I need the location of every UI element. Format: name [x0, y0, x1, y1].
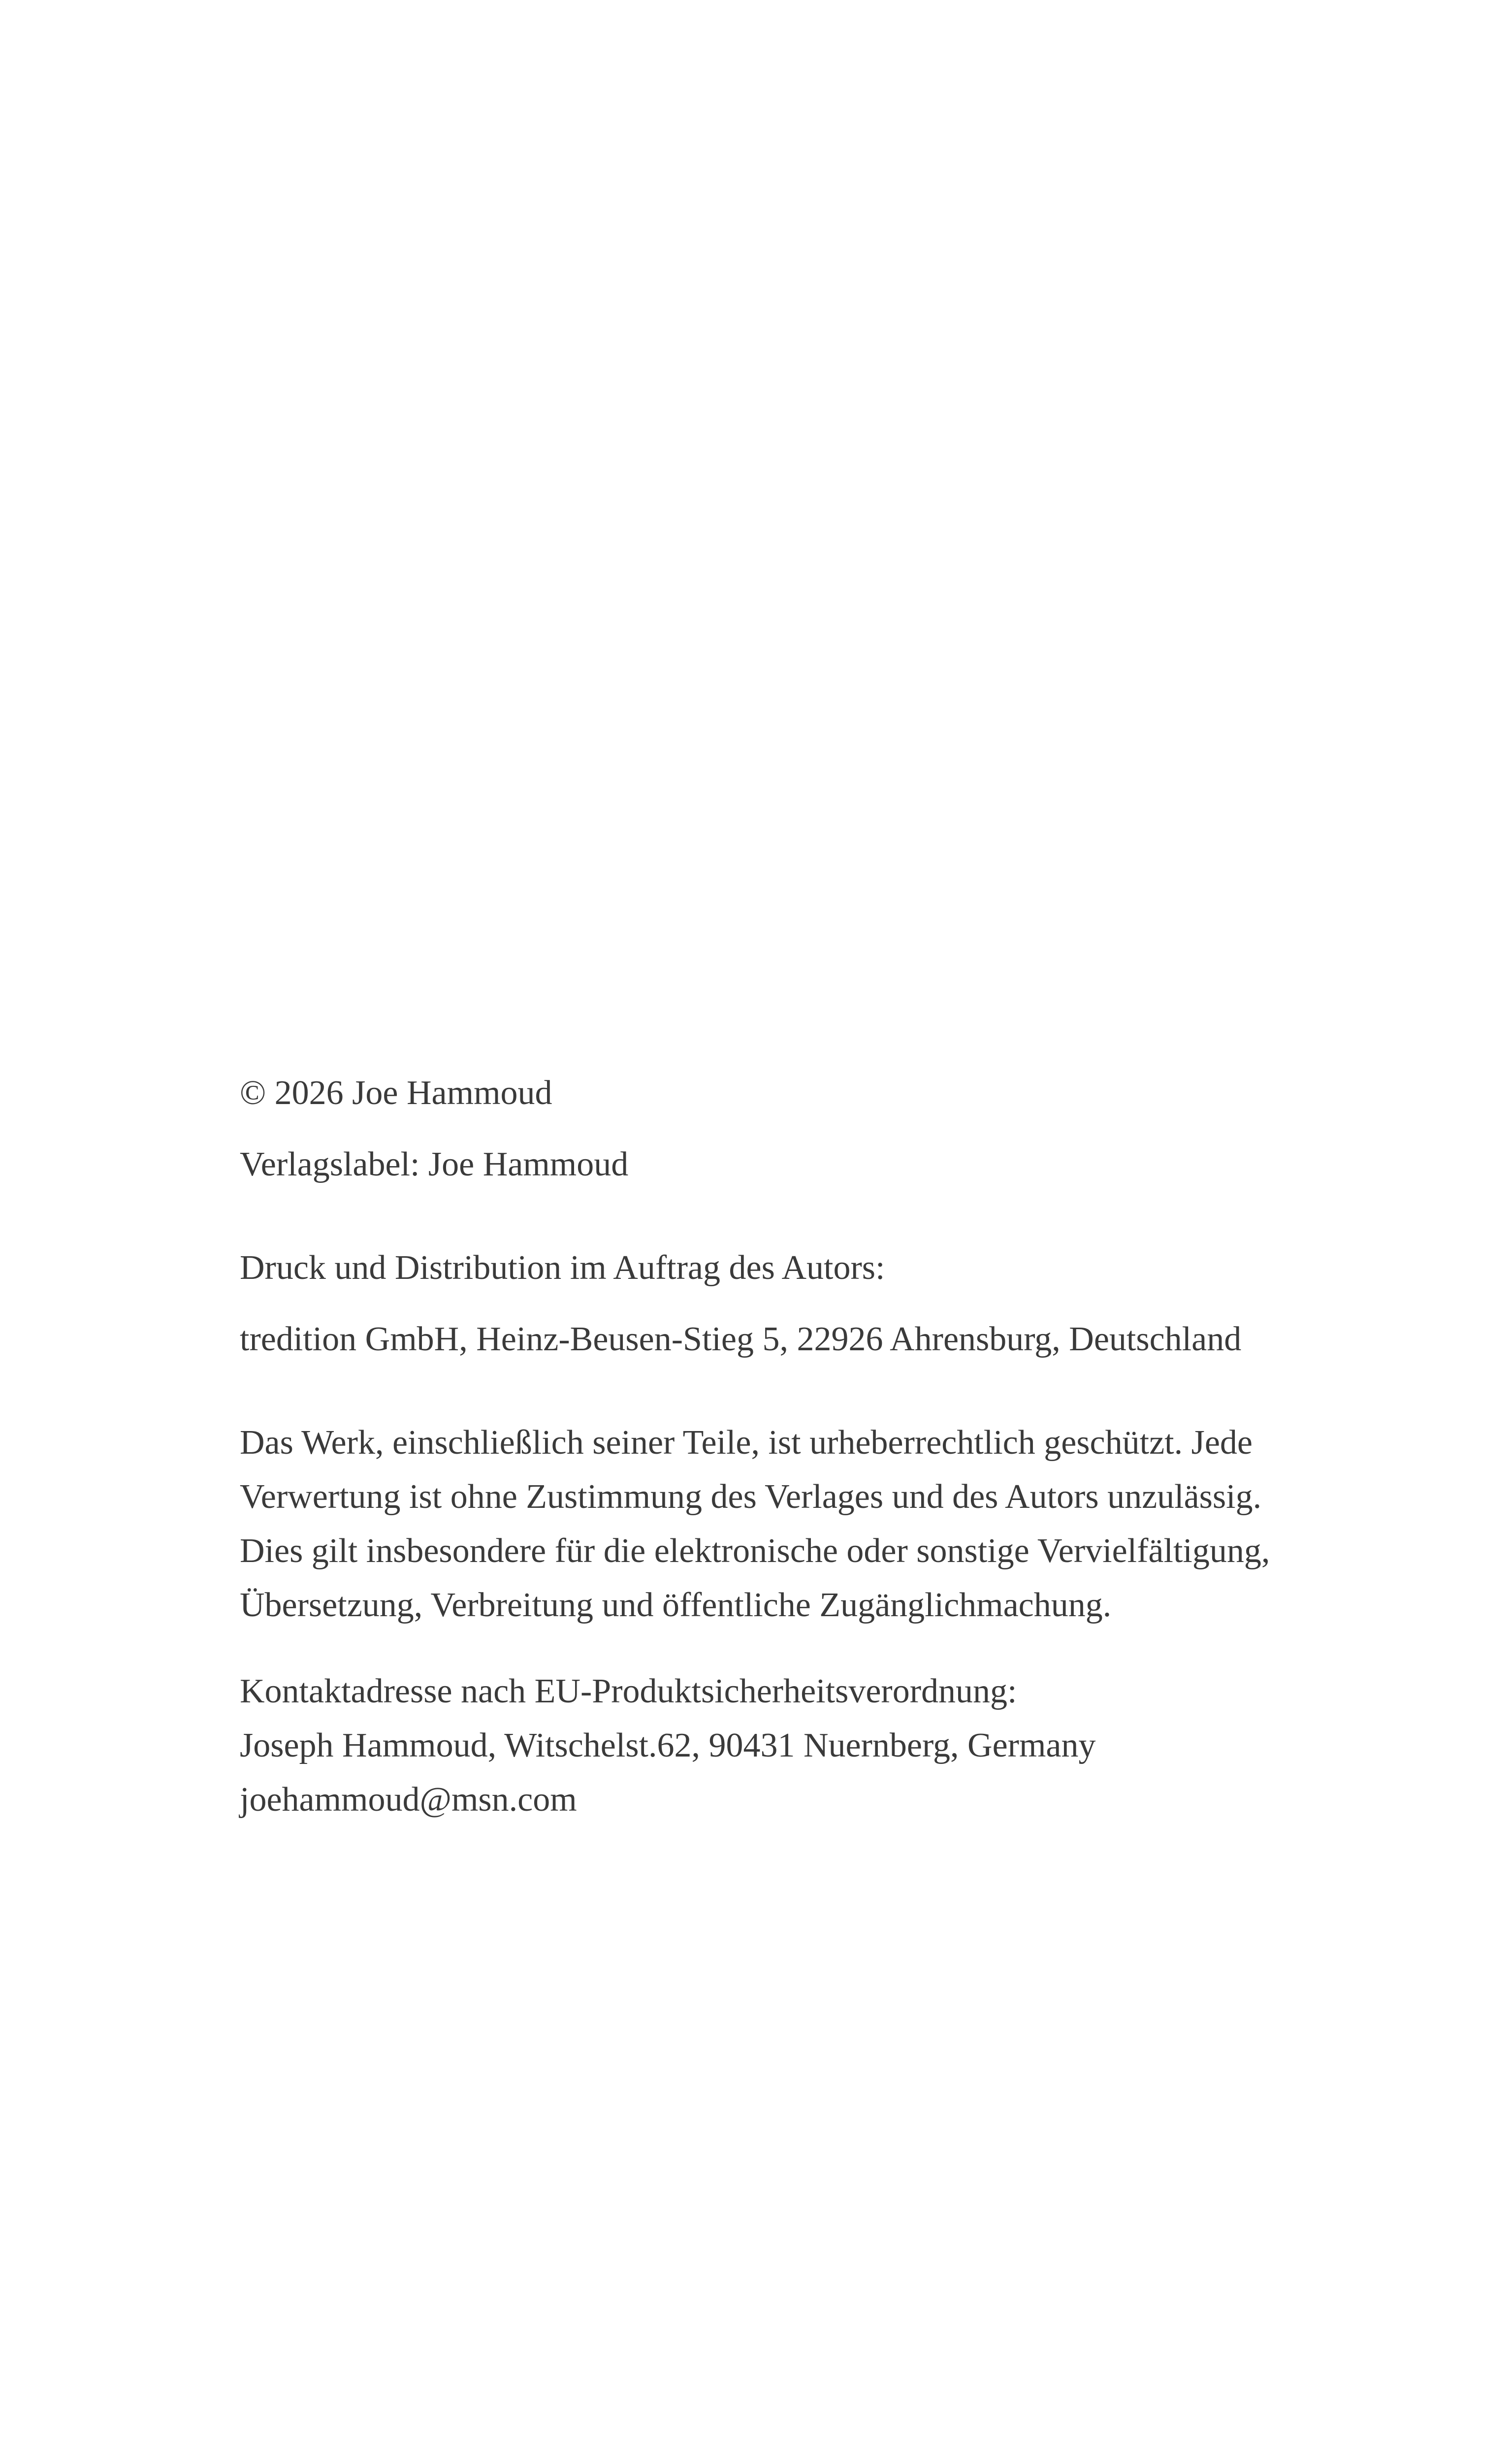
rights-line: Verwertung ist ohne Zustimmung des Verlages und des Autors unzulässig. — [240, 1478, 1262, 1516]
contact-email: joehammoud@msn.com — [240, 1781, 577, 1819]
print-distribution-heading: Druck und Distribution im Auftrag des Autors: — [240, 1249, 885, 1287]
contact-block — [240, 1664, 1382, 1827]
contact-address: Joseph Hammoud, Witschelst.62, 90431 Nuernberg, Germany — [240, 1726, 1096, 1764]
rights-line: Dies gilt insbesondere für die elektronische oder sonstige Vervielfältigung, — [240, 1532, 1270, 1570]
print-distribution-address: tredition GmbH, Heinz-Beusen-Stieg 5, 22926 Ahrensburg, Deutschland — [240, 1320, 1242, 1358]
copyright-notice: © 2026 Joe Hammoud — [240, 1074, 552, 1112]
publisher-label: Verlagslabel: Joe Hammoud — [240, 1145, 629, 1183]
contact-heading: Kontaktadresse nach EU-Produktsicherheitsverordnung: — [240, 1672, 1017, 1710]
copyright-rights-paragraph — [240, 1416, 1382, 1632]
rights-line: Das Werk, einschließlich seiner Teile, ist urheberrechtlich geschützt. Jede — [240, 1424, 1253, 1462]
rights-line: Übersetzung, Verbreitung und öffentliche Zugänglichmachung. — [240, 1586, 1112, 1624]
